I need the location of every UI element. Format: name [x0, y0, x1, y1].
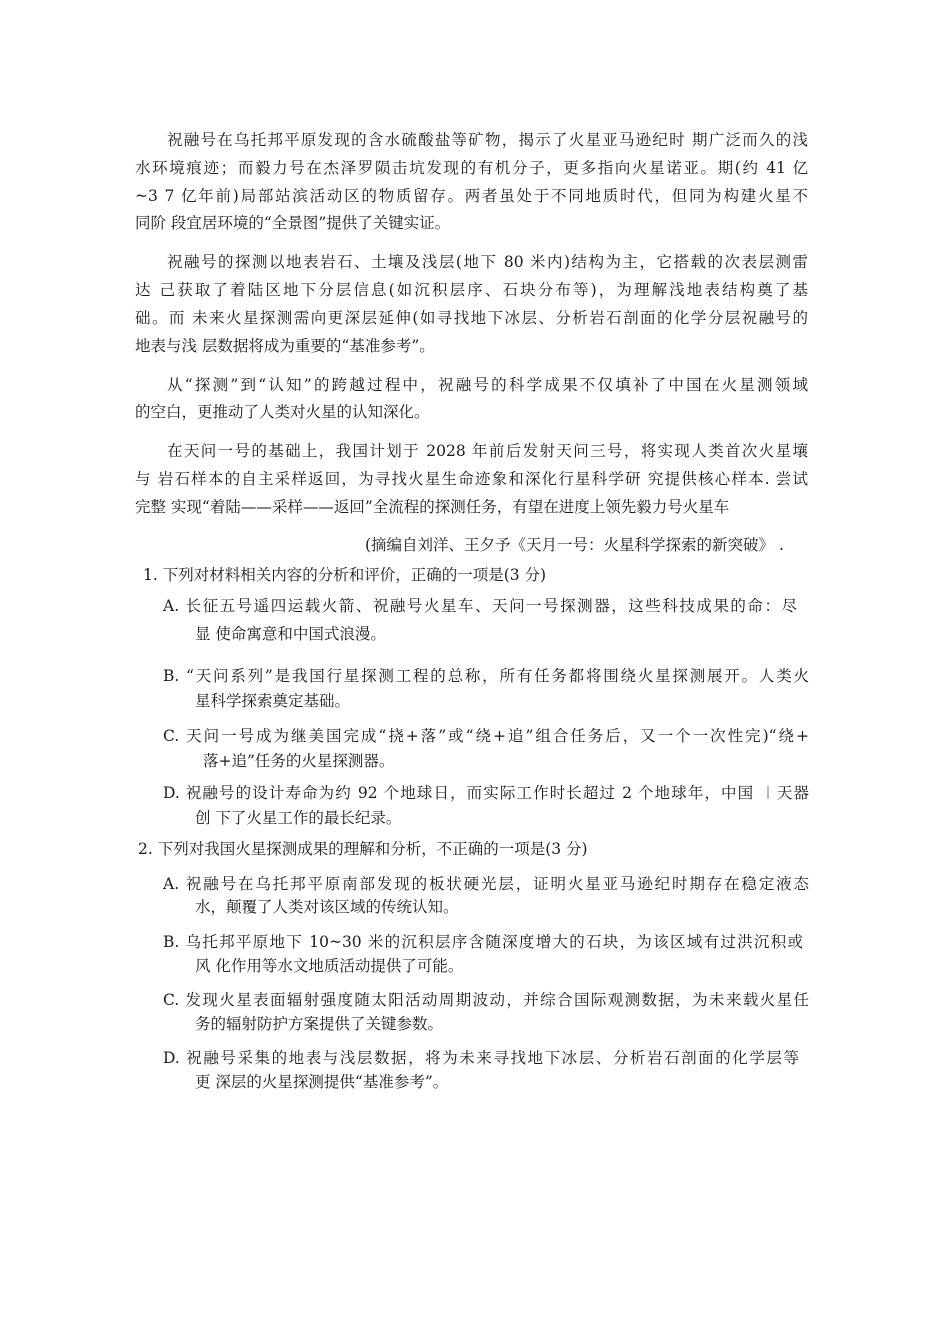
text-line: 祝融号的探测以地表岩石、土壤及浅层(地下 80 米内)结构为主，它搭载的次表层测雷 [167, 253, 808, 271]
text-line: 水环境痕迹；而毅力号在杰泽罗陨击坑发现的有机分子，更多指向火星诺亚。期(约 41 亿 [135, 159, 808, 177]
option-b-cont: 风 化作用等水文地质活动提供了可能。 [195, 957, 464, 975]
option-a-cont: 水，颠覆了人类对该区域的传统认知。 [195, 898, 459, 916]
text-line: 与 岩石样本的自主采样返回，为寻找火星生命迹象和深化行星科学研 究提供核心样本. 尝试 [135, 470, 808, 488]
option-d-cont: 更 深层的火星探测提供“基准参考”。 [195, 1073, 449, 1091]
citation: (摘编自刘洋、王夕予《天月一号：火星科学探索的新突破》 . [365, 536, 784, 554]
option-b: B. 乌托邦平原地下 10~30 米的沉积层序含随深度增大的石块，为该区域有过洪沉积或 [163, 933, 803, 951]
option-b: B. “天问系列”是我国行星探测工程的总称，所有任务都将围绕火星探测展开。人类火 [163, 667, 809, 685]
option-c-cont: 落+追”任务的火星探测器。 [203, 752, 395, 770]
option-d: D. 祝融号采集的地表与浅层数据，将为未来寻找地下冰层、分析岩石剖面的化学层等 [163, 1049, 799, 1067]
option-a-cont: 显 使命寓意和中国式浪漫。 [195, 625, 386, 643]
text-line: 的空白，更推动了人类对火星的认知深化。 [135, 403, 430, 421]
option-b-cont: 星科学探索奠定基础。 [195, 692, 351, 710]
text-line: 达 己获取了着陆区地下分层信息(如沉积层序、石块分布等)，为理解浅地表结构奠了基 [135, 281, 808, 299]
option-c-cont: 务的辐射防护方案提供了关键参数。 [195, 1015, 444, 1033]
question-stem: 2. 下列对我国火星探测成果的理解和分析，不正确的一项是(3 分) [138, 840, 588, 858]
text-line: ~3 7 亿年前)局部站滨活动区的物质留存。两者虽处于不同地质时代，但同为构建火星不 [135, 187, 808, 205]
text-line: 同阶 段宜居环境的“全景图”提供了关键实证。 [135, 214, 451, 232]
text-line: 地表与浅 层数据将成为重要的“基准参考”。 [135, 337, 435, 355]
text-line: 在天问一号的基础上，我国计划于 2028 年前后发射天问三号，将实现人类首次火星壤 [167, 442, 808, 460]
text-line: 祝融号在乌托邦平原发现的含水硫酸盐等矿物，揭示了火星亚马逊纪时 期广泛而久的浅 [167, 131, 808, 149]
option-d: D. 祝融号的设计寿命为约 92 个地球日，而实际工作时长超过 2 个地球年，中国 ︱天器 [163, 784, 809, 802]
text-line: 从“探测”到“认知”的跨越过程中，祝融号的科学成果不仅填补了中国在火星测领域 [167, 376, 808, 394]
option-a: A. 长征五号遥四运载火箭、祝融号火星车、天问一号探测器，这些科技成果的命：尽 [163, 597, 797, 615]
option-d-cont: 创 下了火星工作的最长纪录。 [195, 809, 402, 827]
question-stem: 1. 下列对材料相关内容的分析和评价，正确的一项是(3 分) [143, 566, 547, 584]
option-c: C. 发现火星表面辐射强度随太阳活动周期波动，并综合国际观测数据，为未来载火星任 [163, 991, 809, 1009]
text-line: 础。而 未来火星探测需向更深层延伸(如寻找地下冰层、分析岩石剖面的化学分层祝融号的 [135, 309, 808, 327]
option-a: A. 祝融号在乌托邦平原南部发现的板状硬光层，证明火星亚马逊纪时期存在稳定液态 [163, 875, 809, 893]
text-line: 完整 实现“着陆——采样——返回”全流程的探测任务，有望在进度上领先毅力号火星车 [135, 498, 730, 516]
option-c: C. 天问一号成为继美国完成“挠+落”或“绕+追”组合任务后，又一个一次性完)“绕+ [163, 727, 809, 745]
